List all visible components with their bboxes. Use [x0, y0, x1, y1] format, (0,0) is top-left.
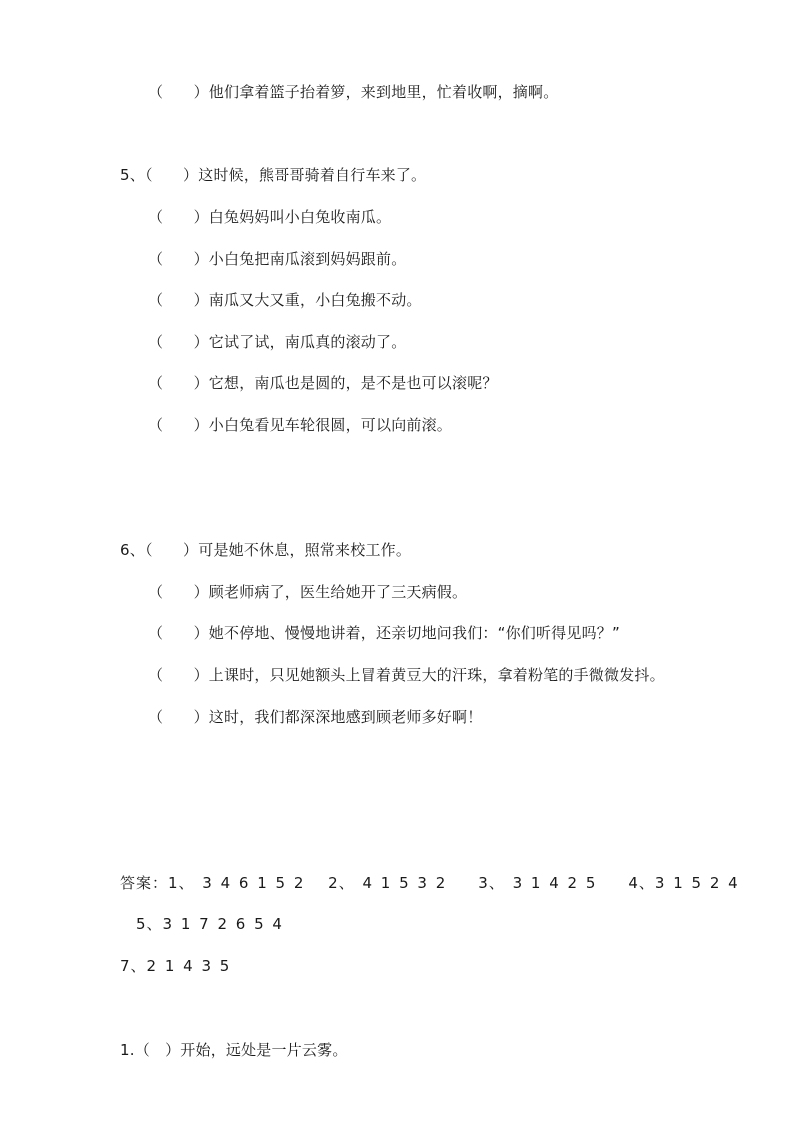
sentence-line: （ ）这时，我们都深深地感到顾老师多好啊！ — [148, 708, 483, 726]
sentence-line: （ ）她不停地、慢慢地讲着，还亲切地问我们：“你们听得见吗？” — [148, 624, 620, 642]
question-1-line: 1.（ ）开始，远处是一片云雾。 — [120, 1041, 348, 1059]
sentence-line: （ ）白兔妈妈叫小白兔收南瓜。 — [148, 208, 392, 226]
sentence-line: （ ）上课时，只见她额头上冒着黄豆大的汗珠，拿着粉笔的手微微发抖。 — [148, 666, 665, 684]
question-6-line: 6、（ ）可是她不休息，照常来校工作。 — [120, 541, 412, 559]
answer-line: 7、2 1 4 3 5 — [120, 957, 231, 975]
answer-line: 5、3 1 7 2 6 5 4 — [136, 915, 283, 933]
question-5-line: 5、（ ）这时候，熊哥哥骑着自行车来了。 — [120, 166, 427, 184]
sentence-line: （ ）他们拿着篮子抬着箩，来到地里，忙着收啊，摘啊。 — [148, 83, 559, 101]
sentence-line: （ ）小白兔看见车轮很圆，可以向前滚。 — [148, 416, 453, 434]
sentence-line: （ ）小白兔把南瓜滚到妈妈跟前。 — [148, 250, 407, 268]
sentence-line: （ ）顾老师病了，医生给她开了三天病假。 — [148, 583, 468, 601]
sentence-line: （ ）南瓜又大又重，小白兔搬不动。 — [148, 291, 422, 309]
answer-line: 答案：1、 3 4 6 1 5 2 2、 4 1 5 3 2 3、 3 1 4 2 5 4、3 1 5 2 4 — [120, 874, 739, 892]
sentence-line: （ ）它想，南瓜也是圆的，是不是也可以滚呢？ — [148, 374, 498, 392]
sentence-line: （ ）它试了试，南瓜真的滚动了。 — [148, 333, 407, 351]
